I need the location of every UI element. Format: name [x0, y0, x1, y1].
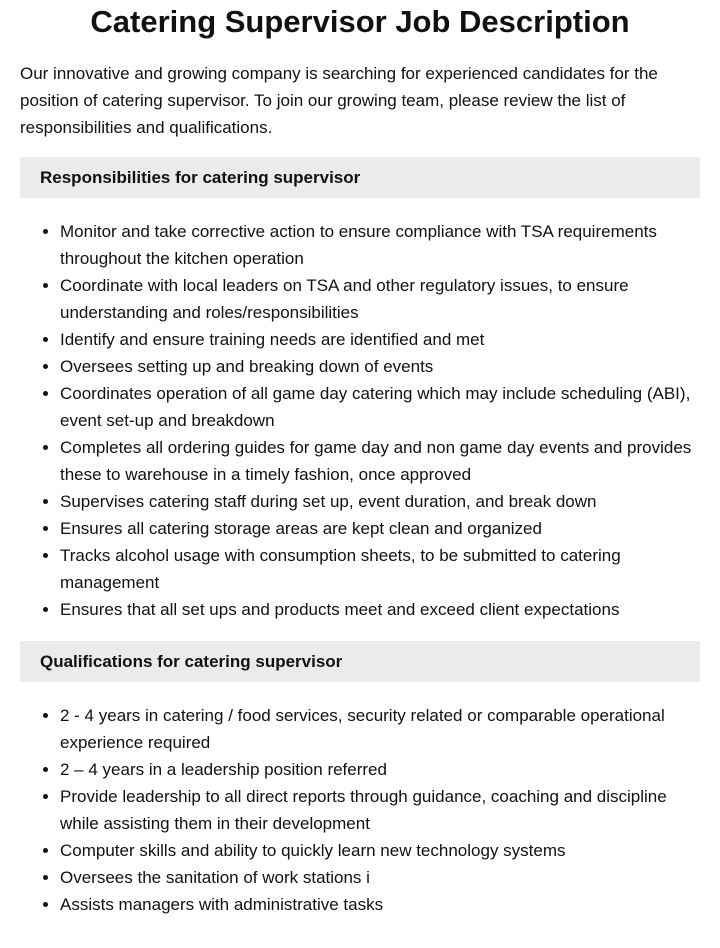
list-item: • Ensures that all set ups and products meet and exceed client expectations — [60, 596, 700, 623]
qualifications-heading: Qualifications for catering supervisor — [20, 641, 700, 682]
list-item: • Assists managers with administrative tasks — [60, 891, 700, 918]
qualifications-list — [20, 702, 700, 918]
list-item: • Provide leadership to all direct reports through guidance, coaching and discipline while assisting them in their development — [60, 783, 700, 837]
list-item: • Coordinates operation of all game day catering which may include scheduling (ABI), event set-up and breakdown — [60, 380, 700, 434]
list-item: • Monitor and take corrective action to ensure compliance with TSA requirements throughout the kitchen operation — [60, 218, 700, 272]
list-item: • Supervises catering staff during set up, event duration, and break down — [60, 488, 700, 515]
list-item: • Oversees setting up and breaking down of events — [60, 353, 700, 380]
list-item: • Oversees the sanitation of work stations i — [60, 864, 700, 891]
responsibilities-heading: Responsibilities for catering supervisor — [20, 157, 700, 198]
list-item: • Ensures all catering storage areas are kept clean and organized — [60, 515, 700, 542]
list-item: • Identify and ensure training needs are identified and met — [60, 326, 700, 353]
list-item: • 2 - 4 years in catering / food services, security related or comparable operational experience required — [60, 702, 700, 756]
list-item: • Computer skills and ability to quickly learn new technology systems — [60, 837, 700, 864]
list-item: • 2 – 4 years in a leadership position referred — [60, 756, 700, 783]
intro-paragraph: Our innovative and growing company is searching for experienced candidates for the position of catering supervisor. To join our growing team, please review the list of responsibilities and qualifications. — [20, 64, 658, 137]
list-item: • Coordinate with local leaders on TSA and other regulatory issues, to ensure understanding and roles/responsibilities — [60, 272, 700, 326]
list-item: • Completes all ordering guides for game day and non game day events and provides these to warehouse in a timely fashion, once approved — [60, 434, 700, 488]
responsibilities-list — [20, 218, 700, 623]
page-title: Catering Supervisor Job Description — [90, 4, 630, 39]
list-item: • Tracks alcohol usage with consumption sheets, to be submitted to catering management — [60, 542, 700, 596]
